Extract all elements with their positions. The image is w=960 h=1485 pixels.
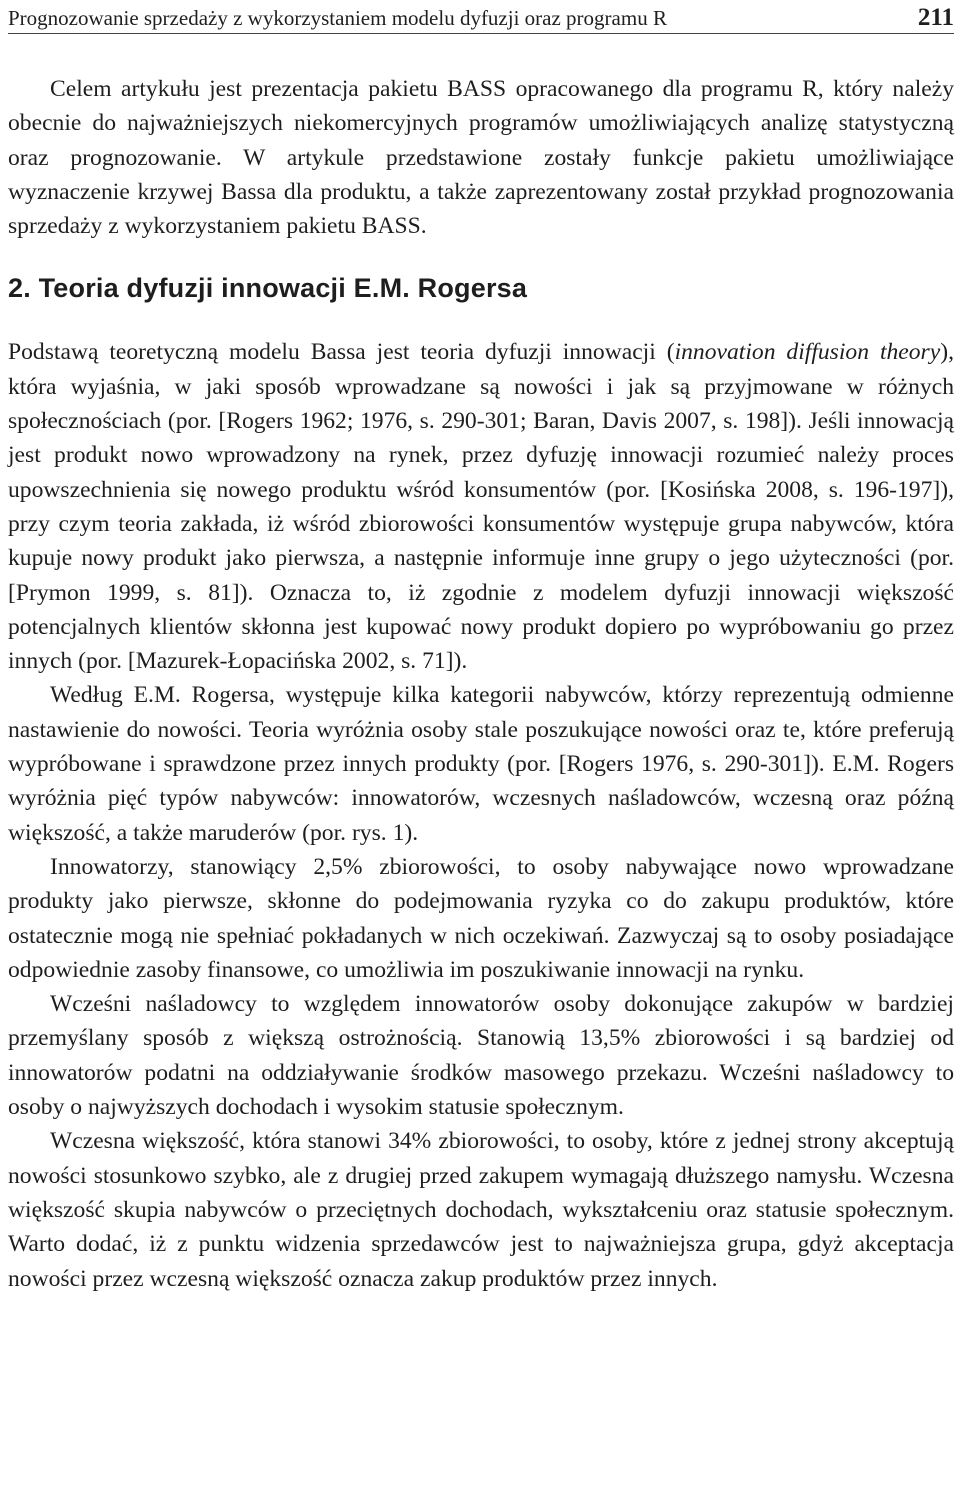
article-body <box>8 72 954 1296</box>
paragraph-early-adopters: Wcześni naśladowcy to względem innowatorów osoby dokonujące zakupów w bardziej przemyślany sposób z większą ostrożnością. Stanowią 13,5% zbiorowości i są bardziej od innowatorów podatni na oddziaływanie środków masowego przekazu. Wcześni naśladowcy to osoby o najwyższych dochodach i wysokim statusie społecznym. <box>8 991 954 1121</box>
running-header-title: Prognozowanie sprzedaży z wykorzystaniem modelu dyfuzji oraz programu R <box>8 6 667 30</box>
paragraph-theory <box>8 335 954 678</box>
paragraph-theory-italic-term: innovation diffusion theory <box>674 339 941 366</box>
paragraph-innovators: Innowatorzy, stanowiący 2,5% zbiorowości, to osoby nabywające nowo wprowadzane produkty jako pierwsze, skłonne do podejmowania ryzyka co do zakupu produktów, które ostatecznie mogą nie spełniać pokładanych w nich oczekiwań. Zazwyczaj są to osoby posiadające odpowiednie zasoby finansowe, co umożliwia im poszukiwanie innowacji na rynku. <box>8 853 954 983</box>
paragraph-theory-rest: ), która wyjaśnia, w jaki sposób wprowadzane są nowości i jak są przyjmowane w różnych społecznościach (por. [Rogers 1962; 1976, s. 290-301; Baran, Davis 2007, s. 198]). Jeśli innowacją jest produkt nowo wprowadzony na rynek, przez dyfuzję innowacji rozumieć należy proces upowszechnienia się nowego produktu wśród konsumentów (por. [Kosińska 2008, s. 196-197]), przy czym teoria zakłada, iż wśród zbiorowości konsumentów występuje grupa nabywców, która kupuje nowy produkt jako pierwsza, a następnie informuje inne grupy o jego użyteczności (por. [Prymon 1999, s. 81]). Oznacza to, iż zgodnie z modelem dyfuzji innowacji większość potencjalnych klientów skłonna jest kupować nowy produkt dopiero po wypróbowaniu go przez innych (por. [Mazurek-Łopacińska 2002, s. 71]). <box>8 339 954 675</box>
running-header <box>8 0 954 34</box>
section-heading: 2. Teoria dyfuzji innowacji E.M. Rogersa <box>8 273 528 304</box>
page-number: 211 <box>917 4 954 31</box>
paragraph-theory-start: Podstawą teoretyczną modelu Bassa jest teoria dyfuzji innowacji ( <box>8 339 675 366</box>
intro-paragraph: Celem artykułu jest prezentacja pakietu BASS opracowanego dla programu R, który należy obecnie do najważniejszych niekomercyjnych programów umożliwiających analizę statystyczną oraz prognozowanie. W artykule przedstawione zostały funkcje pakietu umożliwiające wyznaczenie krzywej Bassa dla produktu, a także zaprezentowany został przykład prognozowania sprzedaży z wykorzystaniem pakietu BASS. <box>8 76 954 240</box>
paragraph-rogers-categories: Według E.M. Rogersa, występuje kilka kategorii nabywców, którzy reprezentują odmienne nastawienie do nowości. Teoria wyróżnia osoby stale poszukujące nowości oraz te, które preferują wypróbowane i sprawdzone przez innych produkty (por. [Rogers 1976, s. 290-301]). E.M. Rogers wyróżnia pięć typów nabywców: innowatorów, wczesnych naśladowców, wczesną oraz późną większość, a także maruderów (por. rys. 1). <box>8 682 954 846</box>
book-page <box>8 0 954 1296</box>
paragraph-early-majority: Wczesna większość, która stanowi 34% zbiorowości, to osoby, które z jednej strony akceptują nowości stosunkowo szybko, ale z drugiej przed zakupem wymagają dłuższego namysłu. Wczesna większość skupia nabywców o przeciętnych dochodach, wykształceniu oraz statusie społecznym. Warto dodać, iż z punktu widzenia sprzedawców jest to najważniejsza grupa, gdyż akceptacja nowości przez wczesną większość oznacza zakup produktów przez innych. <box>8 1128 954 1292</box>
